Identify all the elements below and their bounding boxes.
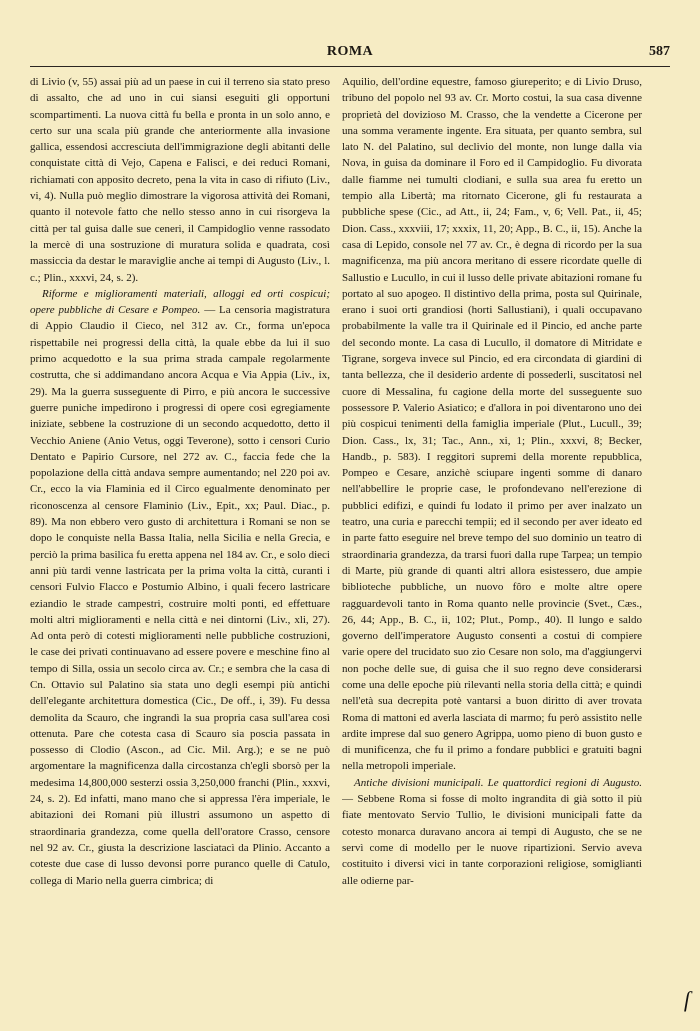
left-paragraph-2 (30, 286, 330, 889)
section-heading-riforme: Riforme e miglioramenti materiali, alloggi ed orti cospicui; opere pubbliche di Cesare e Pompeo. (30, 287, 330, 317)
page-number: 587 (649, 44, 670, 59)
right-paragraph-1: Aquilio, dell'ordine equestre, famoso giureperito; e di Livio Druso, tribuno del popolo nel 93 av. Cr. Morto costui, la sua casa divenne proprietà del dovizioso M. Crasso, che la vendette a Cicerone per una somma veramente ingente. Era situata, per quanto sembra, sul lato N. del Palatino, sul declivio del monte, non lunge dalla via Nova, in guisa da dominare il Foro ed il Campidoglio. Fu divorata dalle fiamme nei tumulti clodiani, e sulla sua area fu eretto un tempio alla Libertà; ma ritornato Cicerone, gli fu restaurata a pubbliche spese (Cic., ad Att., ii, 24; Fam., v, 6; Vell. Pat., ii, 45; Dion. Cass., xxxviii, 17; xxxix, 11, 20; App., B. C., ii, 15). Anche la casa di Lepido, console nel 77 av. Cr., è degna di ricordo per la sua magnificenza, ma più ancora meritano di essere ricordate quelle di Sallustio e Lucullo, in cui il lusso delle private abitazioni romane fu portato al suo apogeo. Il distintivo della prima, posta sul Quirinale, erano i suoi orti grandiosi (horti Sallustiani), i quali occupavano probabilmente la valle tra il Quirinale ed il Pincio, ed anche parte del secondo monte. La casa di Lucullo, il domatore di Mitridate e Tigrane, sorgeva invece sul Pincio, ed era circondata di giardini di tanta bellezza, che il desiderio ardente di possederli, suscitatosi nel cuore di Messalina, fu cagione della morte del susseguente suo possessore P. Valerio Asiatico; e d'allora in poi diventarono uno dei più cospicui tenimenti della famiglia imperiale (Plut., Lucull., 39; Dion. Cass., lx, 31; Tac., Ann., xi, 1; Plin., xxxvi, 8; Becker, Handb., p. 583). I reggitori supremi della morente repubblica, Pompeo e Cesare, anzichè sciupare ingenti somme di danaro nell'abbellire le proprie case, le profondevano nell'erezione di pubblici edifizi, e quindi fu lodato il primo per aver inalzato un teatro, una curia e parecchi tempii; ed il secondo per aver ideato ed in parte fatto eseguire nel breve tempo del suo dominio un teatro di straordinaria grandezza, da trarsi fuori dalla rupe Tarpea; un tempio di Marte, più grande di quanti altri allora esistessero, due ampie biblioteche pubbliche, un nuovo fôro e molte altre opere ragguardevoli tanto in Roma quanto nelle provincie (Svet., Cæs., 26, 44; App., B. C., ii, 102; Plut., Pomp., 40). Il lungo e saldo governo dell'imperatore Augusto consentì a costui di compiere varie opere del trucidato suo zio Cesare non solo, ma d'aggiungervi non poche delle sue, di guisa che il suo regno deve considerarsi come una delle epoche più rilevanti nella storia della città; e quindi nell'età sua decrepita potè vantarsi a buon diritto di aver trovata Roma di mattoni ed averla lasciata di marmo; fu però assistito nelle ardite imprese dal suo genero Agrippa, uomo pieno di buon gusto e di munificenza, che fu il primo a fondare pubblici e gratuiti bagni nella metropoli imperiale. (342, 76, 642, 773)
left-paragraph-2-body: — La censoria magistratura di Appio Claudio il Cieco, nel 312 av. Cr., forma un'epoca rispettabile nei progressi della città, la quale ebbe da lui il suo primo acquedotto e la sua prima strada campale regolarmente costrutta, che si addimandano ancora Acqua e Via Appia (Liv., ix, 29). Ma la guerra susseguente di Pirro, e più ancora le successive guerre puniche impedirono i progressi di opere così egregiamente iniziate, sebbene la costruzione di un secondo acquedotto, detto il Vecchio Aniene (Anio Vetus, oggi Teverone), sotto i censori Curio Dentato e Papirio Cursore, nel 272 av. C., faccia fede che la popolazione della città andava sempre aumentando; nel 220 poi av. Cr., ecco la via Flaminia ed il Circo egualmente denominato per riconoscenza al censore Flaminio (Liv., Epit., xx; Paul. Diac., p. 89). Ma non ebbero vero gusto di architettura i Romani se non se dopo le conquiste nella Bassa Italia, nella Sicilia e nella Grecia, e perciò la prima basilica fu eretta appena nel 184 av. Cr., e solo dieci anni più tardi venne lastricata per la prima volta la città, curanti i censori Fulvio Flacco e Postumio Albino, i quali fecero lastricare eziandio le strade campestri, costruire molti ponti, ed effettuare molti altri miglioramenti e nella città e nei dintorni (Liv., xli, 27). Ad onta però di cotesti miglioramenti nelle pubbliche costruzioni, le case dei privati continuavano ad essere povere e meschine fino al tempo di Silla, ossia un secolo circa av. Cr.; e sembra che la casa di Cn. Ottavio sul Palatino sia stata uno degli esempi più antichi dell'elegante architettura domestica (Cic., De off., i, 39). Fu dessa demolita da Scauro, che ingrandì la sua propria casa sull'area così ottenuta. Pare che cotesta casa di Scauro sia poscia passata in possesso di Clodio (Ascon., ad Cic. Mil. Arg.); e se ne può argomentare la magnificenza dalla circostanza ch'egli sborsò per la medesima 14,800,000 sesterzi ossia 3,250,000 franchi (Plin., xxxvi, 24, s. 2). Ed infatti, mano mano che si appressa l'èra imperiale, le abitazioni dei Romani più illustri assumono un aspetto di straordinaria grandezza, come quella dell'oratore Crasso, censore nel 92 av. Cr., giusta la descrizione lasciatacì da Plinio. Accanto a coteste due case di lusso devonsi porre puranco quelle di Catulo, collega di Mario nella guerra cimbrica; di (30, 304, 330, 887)
section-heading-divisioni: Antiche divisioni municipali. Le quattordici regioni di Augusto. (354, 776, 642, 789)
left-paragraph-1: di Livio (v, 55) assai più ad un paese in cui il terreno sia stato preso di assalto, che ad uno in cui siansi eseguiti gli opportuni scompartimenti. La nuova città fu bella e pronta in un solo anno, e certo sur una scala più grande che anteriormente alla invasione gallica, essendosi accresciuta dell'immigrazione degli abitanti delle conquistate città di Vejo, Capena e Falisci, e dei reduci Romani, richiamati con apposito decreto, pena la vita in caso di rifiuto (Liv., vi, 4). Nulla può meglio dimostrare la vigorosa attività dei Romani, quanto il notevole fatto che nello stesso anno in cui risorgeva la città per tal guisa dalle sue ceneri, il Campidoglio venne rassodato la mercè di una sostruzione di muratura solida e quadrata, così massiccia da destar le maraviglie anche ai tempi di Augusto (Liv., l. c.; Plin., xxxvi, 24, s. 2). (30, 76, 330, 284)
header-rule (30, 66, 670, 67)
left-column (30, 74, 330, 1014)
right-paragraph-2-body: — Sebbene Roma si fosse di molto ingrandita di già sotto il più fiate mentovato Servio Tullio, le divisioni municipali fatte da cotesto monarca duravano ancora ai tempi di Augusto, che se ne servì come di modello per le nuove ripartizioni. Servio aveva costituito i diversi vici in tante corporazioni religiose, somiglianti alle odierne par- (342, 793, 642, 887)
running-title: ROMA (326, 44, 374, 59)
corner-mark: ſ (683, 987, 690, 1012)
page-header (30, 44, 670, 64)
right-column (342, 74, 642, 1014)
right-paragraph-2 (342, 775, 642, 889)
